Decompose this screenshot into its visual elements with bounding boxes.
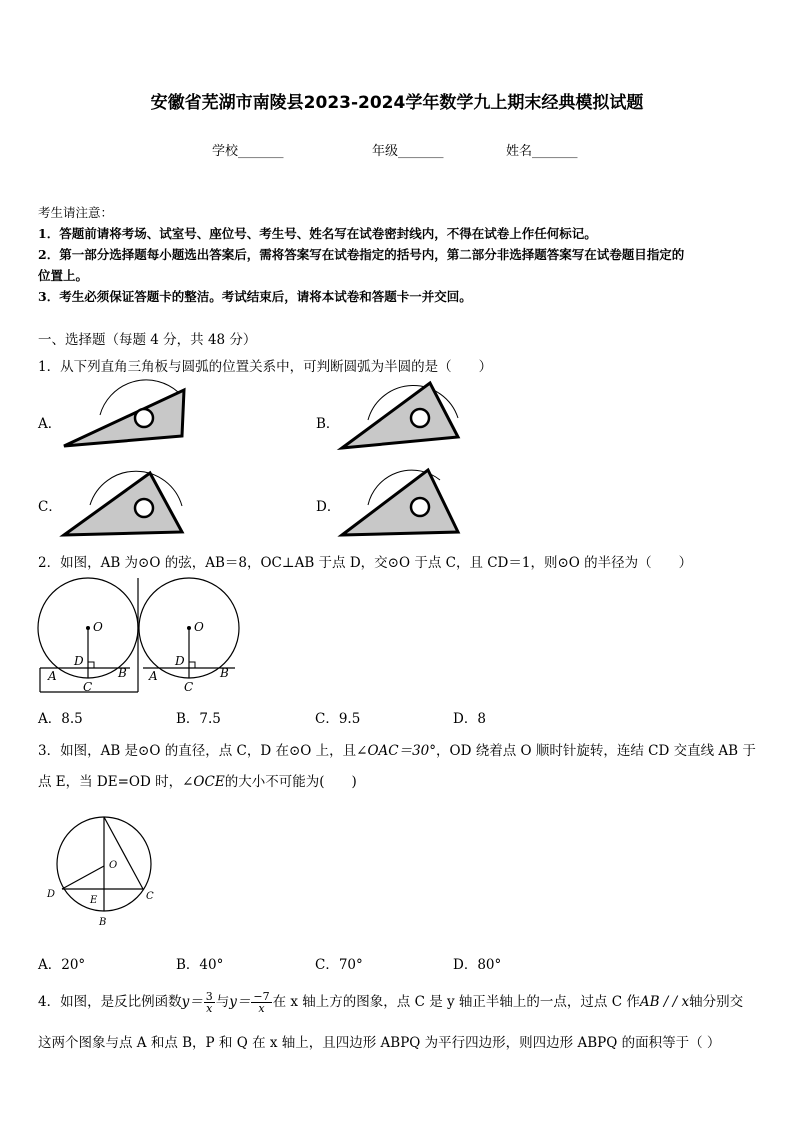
q3-option-c: C．70°	[315, 957, 363, 973]
q2-option-d: D．8	[453, 711, 486, 727]
q1-option-b: B．	[316, 416, 340, 432]
q3-option-a: A．20°	[38, 957, 86, 973]
q1-stem: 1．从下列直角三角板与圆弧的位置关系中，可判断圆弧为半圆的是（ ）	[38, 359, 493, 375]
q3-label-o: O	[109, 860, 118, 871]
q3-figure	[57, 817, 151, 911]
q2-label-c-right: C	[184, 680, 194, 694]
q2-label-a-left: A	[48, 669, 57, 683]
section-heading: 一、选择题（每题 4 分，共 48 分）	[38, 332, 257, 348]
q3-label-b: B	[99, 917, 107, 928]
q4-stem-line2: 这两个图象与点 A 和点 B，P 和 Q 在 x 轴上，且四边形 ABPQ 为平行四边形，则四边形 ABPQ 的面积等于（ ）	[38, 1035, 721, 1051]
q4-fraction-1: $\frac{3}{x}$	[205, 990, 213, 1015]
notice-item-2-cont: 位置上。	[38, 268, 89, 283]
name-field: 姓名_______	[506, 144, 578, 159]
q1-figure-b	[342, 383, 458, 448]
q3-label-d: D	[47, 889, 56, 900]
q1-figure-a	[64, 380, 184, 446]
page-title: 安徽省芜湖市南陵县2023-2024学年数学九上期末经典模拟试题	[150, 93, 644, 113]
q3-option-d: D．80°	[453, 957, 502, 973]
q4-stem-line1: 4．如图，是反比例函数y＝ $\frac{3}{x}$ 与y＝ $\frac{-7}{x}$ 在 x 轴上方的图象，点 C 是 y 轴正半轴上的一点，过点 C 作AB / / x轴分别交	[38, 990, 744, 1015]
notice-heading: 考生请注意：	[38, 205, 114, 220]
q1-option-c: C．	[38, 499, 62, 515]
q2-label-d-right: D	[175, 654, 185, 668]
q2-label-b-left: B	[118, 666, 127, 680]
q3-label-c: C	[146, 891, 154, 902]
q2-figure-right	[139, 578, 239, 678]
q3-stem-line2: 点 E，当 DE=OD 时，∠OCE的大小不可能为( )	[38, 774, 357, 790]
notice-item-3: 3．考生必须保证答题卡的整洁。考试结束后，请将本试卷和答题卡一并交回。	[38, 289, 472, 304]
notice-item-1: 1．答题前请将考场、试室号、座位号、考生号、姓名写在试卷密封线内，不得在试卷上作任何标记。	[38, 226, 597, 241]
q2-stem: 2．如图，AB 为⊙O 的弦，AB＝8，OC⊥AB 于点 D，交⊙O 于点 C，且 CD＝1，则⊙O 的半径为（ ）	[38, 555, 693, 571]
q3-stem-line1: 3．如图，AB 是⊙O 的直径，点 C，D 在⊙O 上，且∠OAC＝30°，OD 绕着点 O 顺时针旋转，连结 CD 交直线 AB 于	[38, 743, 756, 759]
grade-field: 年级_______	[372, 144, 444, 159]
school-field: 学校_______	[212, 144, 284, 159]
q2-label-a-right: A	[149, 669, 158, 683]
q2-label-c-left: C	[83, 680, 93, 694]
q1-option-a: A．	[38, 416, 62, 432]
q3-label-e: E	[90, 895, 98, 906]
q2-label-o-left: O	[93, 620, 103, 634]
q1-figure-c	[64, 471, 182, 535]
q2-option-a: A．8.5	[38, 711, 83, 727]
q2-label-b-right: B	[220, 666, 229, 680]
q2-label-o-right: O	[194, 620, 204, 634]
notice-item-2: 2．第一部分选择题每小题选出答案后，需将答案写在试卷指定的括号内，第二部分非选择题答案写在试卷题目指定的	[38, 247, 685, 262]
q2-option-c: C．9.5	[315, 711, 361, 727]
q4-fraction-2: $\frac{-7}{x}$	[253, 990, 270, 1015]
q1-figure-d	[342, 470, 458, 535]
q3-option-b: B．40°	[176, 957, 224, 973]
q2-option-b: B．7.5	[176, 711, 221, 727]
q2-label-d-left: D	[74, 654, 84, 668]
q1-option-d: D．	[316, 499, 341, 515]
